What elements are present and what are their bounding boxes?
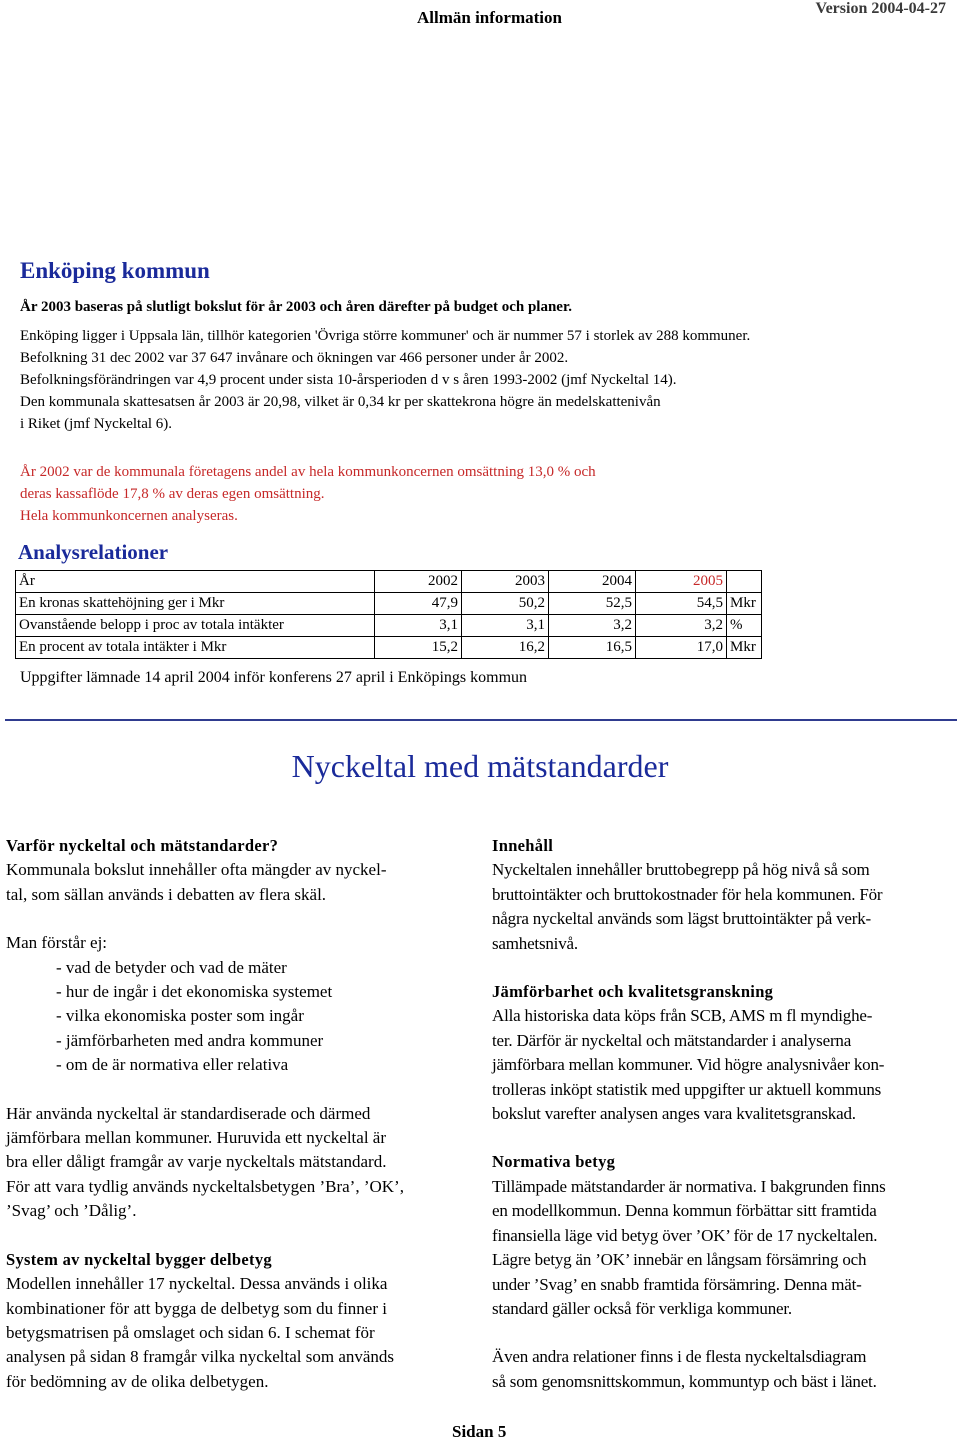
normative-line: en modellkommun. Denna kommun förbättar sitt framtida: [492, 1201, 877, 1221]
comparability-line: trolleras inköpt statistik med uppgifter ur aktuell kommuns: [492, 1079, 882, 1099]
spacer: [6, 1224, 464, 1248]
table-cell: 3,2: [636, 615, 727, 637]
table-cell: 15,2: [375, 637, 462, 659]
content-heading: Innehåll: [492, 836, 554, 855]
spacer: [492, 1321, 958, 1345]
right-column: [492, 834, 958, 1394]
standard-line: För att vara tydlig används nyckeltalsbetygen ’Bra’, ’OK’,: [6, 1176, 404, 1196]
list-item: - hur de ingår i det ekonomiska systemet: [56, 982, 333, 1002]
table-cell: 3,1: [375, 615, 462, 637]
analysis-source-note: Uppgifter lämnade 14 april 2004 inför konferens 27 april i Enköpings kommun: [20, 669, 528, 686]
standard-line: jämförbara mellan kommuner. Huruvida ett nyckeltal är: [6, 1128, 387, 1148]
table-cell: 2002: [375, 571, 462, 593]
spacer: [6, 907, 464, 931]
table-cell: 3,1: [462, 615, 549, 637]
fact-line: i Riket (jmf Nyckeltal 6).: [20, 416, 173, 432]
content-line: samhetsnivå.: [492, 933, 578, 953]
table-cell: 16,2: [462, 637, 549, 659]
table-cell: Mkr: [727, 593, 762, 615]
company-share-note: [20, 461, 596, 527]
header-version: Version 2004-04-27: [815, 0, 946, 17]
standard-line: ’Svag’ och ’Dålig’.: [6, 1201, 137, 1221]
table-cell: 52,5: [549, 593, 636, 615]
system-heading: System av nyckeltal bygger delbetyg: [6, 1249, 272, 1269]
comparability-line: Alla historiska data köps från SCB, AMS m fl myndighe-: [492, 1006, 873, 1026]
fact-line: Befolkningsförändringen var 4,9 procent under sista 10-årsperioden d v s åren 1993-2002 (jmf Nyckeltal 14).: [20, 372, 677, 388]
table-cell: Ovanstående belopp i proc av totala intäkter: [16, 615, 375, 637]
comparability-line: bokslut varefter analysen anges vara kvalitetsgranskad.: [492, 1104, 856, 1124]
standard-line: bra eller dåligt framgår av varje nyckeltals mätstandard.: [6, 1152, 387, 1172]
table-cell: År: [16, 571, 375, 593]
page-number: Sidan 5: [452, 1422, 507, 1441]
main-title: Nyckeltal med mätstandarder: [291, 748, 669, 784]
left-column: [6, 834, 464, 1394]
table-cell: 50,2: [462, 593, 549, 615]
spacer: [492, 956, 958, 980]
basis-statement: År 2003 baseras på slutligt bokslut för år 2003 och åren därefter på budget och planer.: [20, 299, 572, 315]
table-row: [16, 615, 762, 637]
table-cell: Mkr: [727, 637, 762, 659]
why-line: Kommunala bokslut innehåller ofta mängder av nyckel-: [6, 860, 387, 880]
normative-line: Tillämpade mätstandarder är normativa. I bakgrunden finns: [492, 1176, 886, 1196]
system-line: för bedömning av de olika delbetygen.: [6, 1371, 269, 1391]
table-cell: 2003: [462, 571, 549, 593]
list-item: - vad de betyder och vad de mäter: [56, 957, 287, 977]
header-section-title: Allmän information: [417, 8, 562, 27]
normative-heading: Normativa betyg: [492, 1152, 616, 1172]
table-row: [16, 593, 762, 615]
table-cell: %: [727, 615, 762, 637]
municipality-facts: [20, 325, 750, 435]
table-cell: [727, 571, 762, 593]
fact-line: Befolkning 31 dec 2002 var 37 647 invånare och ökningen var 466 personer under år 2002.: [20, 350, 569, 366]
standard-line: Här använda nyckeltal är standardiserade och därmed: [6, 1103, 371, 1123]
list-item: - vilka ekonomiska poster som ingår: [56, 1006, 304, 1026]
normative-line: Lägre betyg än ’OK’ innebär en långsam försämring och: [492, 1250, 867, 1270]
system-line: betygsmatrisen på omslaget och sidan 6. I schemat för: [6, 1322, 375, 1342]
table-header-row: [16, 571, 762, 593]
table-cell: 2004: [549, 571, 636, 593]
system-line: Modellen innehåller 17 nyckeltal. Dessa används i olika: [6, 1274, 388, 1294]
table-cell: 47,9: [375, 593, 462, 615]
system-line: analysen på sidan 8 framgår vilka nyckeltal som används: [6, 1347, 395, 1367]
note-line: deras kassaflöde 17,8 % av deras egen omsättning.: [20, 486, 325, 502]
table-cell: 17,0: [636, 637, 727, 659]
why-line: tal, som sällan används i debatten av flera skäl.: [6, 884, 327, 904]
fact-line: Enköping ligger i Uppsala län, tillhör kategorien 'Övriga större kommuner' och är nummer 57 i storlek av 288 kommuner.: [20, 328, 751, 344]
note-line: Hela kommunkoncernen analyseras.: [20, 508, 238, 524]
comparability-line: ter. Därför är nyckeltal och mätstandarder i analyserna: [492, 1030, 852, 1050]
system-line: kombinationer för att bygga de delbetyg som du finner i: [6, 1298, 387, 1318]
municipality-title: Enköping kommun: [20, 258, 210, 283]
normative-line: standard gäller också för verkliga kommuner.: [492, 1298, 792, 1318]
table-row: [16, 637, 762, 659]
not-understood-intro: Man förstår ej:: [6, 933, 108, 953]
spacer: [492, 1126, 958, 1150]
table-cell: 16,5: [549, 637, 636, 659]
table-cell: 54,5: [636, 593, 727, 615]
analysis-table: [15, 570, 762, 659]
table-cell: En kronas skattehöjning ger i Mkr: [16, 593, 375, 615]
normative-line: finansiella läge vid betyg över ’OK’ för de 17 nyckeltalen.: [492, 1225, 878, 1245]
comparability-heading: Jämförbarhet och kvalitetsgranskning: [492, 982, 774, 1002]
relations-line: Även andra relationer finns i de flesta nyckeltalsdiagram: [492, 1347, 867, 1367]
relations-line: så som genomsnittskommun, kommuntyp och bäst i länet.: [492, 1371, 877, 1391]
note-line: År 2002 var de kommunala företagens andel av hela kommunkoncernen omsättning 13,0 % och: [20, 464, 596, 480]
normative-line: under ’Svag’ en snabb framtida försämring. Denna mät-: [492, 1274, 862, 1294]
content-line: bruttointäkter och bruttokostnader för hela kommunen. För: [492, 884, 883, 904]
table-cell: En procent av totala intäkter i Mkr: [16, 637, 375, 659]
list-item: - om de är normativa eller relativa: [56, 1055, 289, 1075]
content-line: Nyckeltalen innehåller bruttobegrepp på hög nivå så som: [492, 860, 870, 880]
content-line: några nyckeltal används som lägst bruttointäkter på verk-: [492, 909, 872, 929]
why-heading: Varför nyckeltal och mätstandarder?: [6, 836, 279, 855]
spacer: [6, 1078, 464, 1102]
fact-line: Den kommunala skattesatsen år 2003 är 20,98, vilket är 0,34 kr per skattekrona högre än medelskattenivån: [20, 394, 661, 410]
table-cell: 3,2: [549, 615, 636, 637]
section-divider: [5, 719, 957, 721]
comparability-line: jämförbara mellan kommuner. Vid högre analysnivåer kon-: [492, 1055, 885, 1075]
list-item: - jämförbarheten med andra kommuner: [56, 1030, 324, 1050]
analysis-section-title: Analysrelationer: [18, 540, 169, 564]
table-cell: 2005: [636, 571, 727, 593]
